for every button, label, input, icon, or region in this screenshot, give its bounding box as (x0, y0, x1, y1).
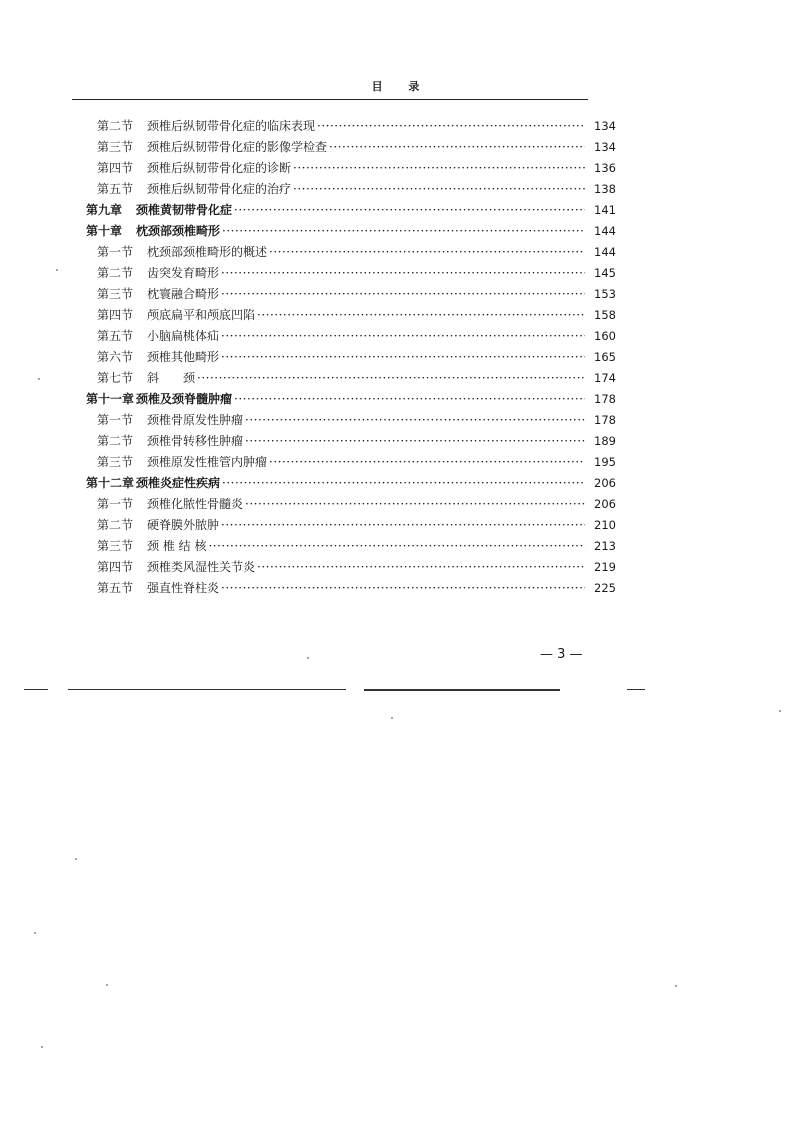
toc-entry-page: 136 (594, 161, 616, 175)
toc-entry-number: 第十一章 (86, 392, 135, 406)
toc-entry-number: 第十章 (86, 224, 123, 238)
toc-entry-page: 174 (594, 371, 616, 385)
dot-leader (221, 348, 585, 366)
dot-leader (245, 495, 585, 513)
dot-leader (245, 432, 585, 450)
toc-entry-number: 第三节 (97, 539, 134, 553)
toc-entry-title: 小脑扁桃体疝 (147, 329, 220, 343)
toc-entry-page: 213 (594, 539, 616, 553)
toc-entry-title: 颅底扁平和颅底凹陷 (147, 308, 256, 322)
toc-chapter-row (86, 390, 616, 408)
dot-leader (329, 138, 585, 156)
scan-speck (391, 717, 393, 719)
toc-entry-page: 189 (594, 434, 616, 448)
toc-entry-page: 158 (594, 308, 616, 322)
scan-speck (106, 984, 108, 986)
scan-speck (307, 657, 309, 659)
scan-speck (38, 378, 40, 380)
toc-entry-number: 第九章 (86, 203, 123, 217)
toc-entry-page: 206 (594, 497, 616, 511)
toc-chapter-row (86, 222, 616, 240)
toc-entry-page: 210 (594, 518, 616, 532)
toc-section-row (97, 537, 616, 555)
bottom-rule-segment (627, 689, 645, 690)
toc-entry-page: 145 (594, 266, 616, 280)
toc-entry-title: 颈椎其他畸形 (147, 350, 220, 364)
bottom-rule-segment (364, 689, 560, 691)
dot-leader (222, 474, 585, 492)
dot-leader (293, 159, 585, 177)
toc-chapter-row (86, 201, 616, 219)
dot-leader (269, 243, 585, 261)
toc-section-row (97, 579, 616, 597)
toc-entry-title: 硬脊膜外脓肿 (147, 518, 220, 532)
toc-entry-number: 第十二章 (86, 476, 135, 490)
toc-entry-number: 第二节 (97, 119, 134, 133)
toc-entry-title: 颈椎后纵韧带骨化症的临床表现 (147, 119, 316, 133)
toc-entry-title: 强直性脊柱炎 (147, 581, 220, 595)
toc-entry-title: 斜 颈 (147, 371, 196, 385)
dot-leader (221, 264, 585, 282)
dot-leader (208, 537, 585, 555)
dot-leader (245, 411, 585, 429)
toc-section-row (97, 495, 616, 513)
toc-entry-title: 颈椎炎症性疾病 (136, 476, 221, 490)
bottom-rule-segment (68, 689, 346, 690)
toc-entry-number: 第三节 (97, 455, 134, 469)
dot-leader (221, 516, 585, 534)
toc-entry-number: 第四节 (97, 161, 134, 175)
toc-entry-title: 颈 椎 结 核 (147, 539, 207, 553)
toc-entry-page: 165 (594, 350, 616, 364)
toc-entry-page: 134 (594, 119, 616, 133)
toc-entry-number: 第四节 (97, 308, 134, 322)
toc-entry-page: 178 (594, 392, 616, 406)
toc-entry-page: 144 (594, 245, 616, 259)
toc-chapter-row (86, 474, 616, 492)
dot-leader (221, 579, 585, 597)
toc-entry-title: 颈椎原发性椎管内肿瘤 (147, 455, 268, 469)
toc-entry-title: 颈椎后纵韧带骨化症的诊断 (147, 161, 292, 175)
toc-section-row (97, 159, 616, 177)
dot-leader (221, 285, 585, 303)
toc-entry-number: 第七节 (97, 371, 134, 385)
toc-entry-title: 颈椎及颈脊髓肿瘤 (136, 392, 233, 406)
toc-section-row (97, 453, 616, 471)
toc-section-row (97, 516, 616, 534)
toc-entry-number: 第五节 (97, 581, 134, 595)
toc-entry-page: 160 (594, 329, 616, 343)
header-char-right: 录 (408, 80, 422, 93)
toc-entry-number: 第一节 (97, 413, 134, 427)
toc-section-row (97, 243, 616, 261)
toc-entry-title: 颈椎骨转移性肿瘤 (147, 434, 244, 448)
toc-section-row (97, 306, 616, 324)
toc-entry-page: 195 (594, 455, 616, 469)
toc-entry-title: 枕寰融合畸形 (147, 287, 220, 301)
bottom-rule-segment (24, 689, 48, 690)
dot-leader (293, 180, 585, 198)
scan-speck (34, 932, 36, 934)
toc-entry-page: 225 (594, 581, 616, 595)
toc-entry-title: 颈椎类风湿性关节炎 (147, 560, 256, 574)
toc-entry-page: 141 (594, 203, 616, 217)
toc-entry-number: 第五节 (97, 182, 134, 196)
toc-entry-title: 枕颈部颈椎畸形 (136, 224, 221, 238)
dot-leader (257, 558, 585, 576)
toc-entry-number: 第二节 (97, 434, 134, 448)
toc-entry-number: 第五节 (97, 329, 134, 343)
header-char-left: 目 (371, 80, 385, 93)
toc-entry-page: 219 (594, 560, 616, 574)
toc-section-row (97, 327, 616, 345)
toc-entry-page: 144 (594, 224, 616, 238)
toc-entry-page: 138 (594, 182, 616, 196)
toc-entry-number: 第六节 (97, 350, 134, 364)
dot-leader (234, 390, 585, 408)
dot-leader (317, 117, 585, 135)
toc-section-row (97, 432, 616, 450)
dot-leader (222, 222, 585, 240)
scan-speck (779, 710, 781, 712)
scan-speck (675, 985, 677, 987)
toc-entry-title: 枕颈部颈椎畸形的概述 (147, 245, 268, 259)
dot-leader (221, 327, 585, 345)
toc-section-row (97, 138, 616, 156)
toc-entry-title: 颈椎后纵韧带骨化症的治疗 (147, 182, 292, 196)
dot-leader (269, 453, 585, 471)
toc-section-row (97, 264, 616, 282)
scan-speck (41, 1046, 43, 1048)
toc-entry-number: 第二节 (97, 518, 134, 532)
header-rule (72, 99, 588, 100)
toc-entry-number: 第一节 (97, 497, 134, 511)
toc-entry-title: 颈椎化脓性骨髓炎 (147, 497, 244, 511)
dot-leader (197, 369, 585, 387)
scan-speck (75, 858, 77, 860)
toc-entry-number: 第三节 (97, 287, 134, 301)
dot-leader (257, 306, 585, 324)
toc-entry-page: 206 (594, 476, 616, 490)
toc-entry-number: 第二节 (97, 266, 134, 280)
dot-leader (234, 201, 585, 219)
toc-section-row (97, 117, 616, 135)
toc-section-row (97, 411, 616, 429)
toc-entry-page: 134 (594, 140, 616, 154)
toc-entry-title: 颈椎黄韧带骨化症 (136, 203, 233, 217)
toc-entry-page: 178 (594, 413, 616, 427)
toc-section-row (97, 348, 616, 366)
page-number: — 3 — (540, 647, 583, 662)
scan-speck (56, 269, 58, 271)
toc-section-row (97, 369, 616, 387)
toc-entry-page: 153 (594, 287, 616, 301)
toc-entry-number: 第四节 (97, 560, 134, 574)
toc-section-row (97, 285, 616, 303)
toc-entry-title: 颈椎骨原发性肿瘤 (147, 413, 244, 427)
page-header (0, 78, 793, 94)
toc-section-row (97, 558, 616, 576)
toc-entry-title: 齿突发育畸形 (147, 266, 220, 280)
toc-entry-number: 第三节 (97, 140, 134, 154)
toc-entry-number: 第一节 (97, 245, 134, 259)
toc-section-row (97, 180, 616, 198)
toc-entry-title: 颈椎后纵韧带骨化症的影像学检查 (147, 140, 328, 154)
